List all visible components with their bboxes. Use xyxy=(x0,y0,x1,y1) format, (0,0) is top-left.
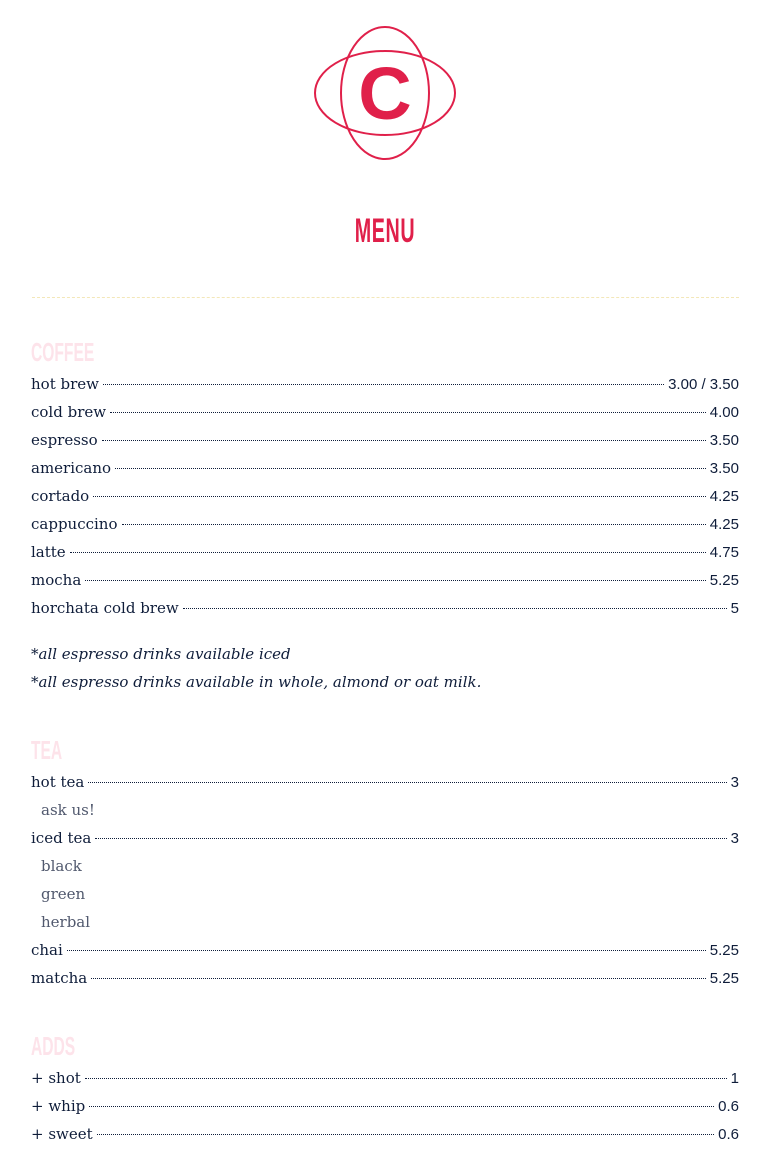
menu-item xyxy=(31,566,739,594)
dot-leader xyxy=(85,1078,727,1079)
dot-leader xyxy=(88,782,726,783)
item-price: 3 xyxy=(730,830,739,847)
dot-leader xyxy=(122,524,706,525)
dot-leader xyxy=(67,950,706,951)
menu-item xyxy=(31,510,739,538)
adds-item-list xyxy=(31,1064,739,1148)
item-name: mocha xyxy=(31,571,82,589)
item-name: iced tea xyxy=(31,829,92,847)
menu-item xyxy=(31,482,739,510)
item-option: green xyxy=(41,885,86,903)
item-price: 4.00 xyxy=(709,404,739,421)
menu-item xyxy=(31,824,739,852)
item-name: matcha xyxy=(31,969,88,987)
divider xyxy=(32,297,739,298)
note: *all espresso drinks available in whole, almond or oat milk. xyxy=(31,673,482,691)
item-option: black xyxy=(41,857,82,875)
item-option: ask us! xyxy=(41,801,95,819)
dot-leader xyxy=(97,1134,714,1135)
item-price: 4.25 xyxy=(709,488,739,505)
section-title-adds: ADDS xyxy=(31,1031,76,1061)
item-name: + shot xyxy=(31,1069,81,1087)
dot-leader xyxy=(115,468,706,469)
menu-item xyxy=(31,594,739,622)
dot-leader xyxy=(103,384,664,385)
menu-item xyxy=(31,1064,739,1092)
item-price: 3.50 xyxy=(709,460,739,477)
dot-leader xyxy=(110,412,706,413)
section-coffee xyxy=(31,338,739,696)
dot-leader xyxy=(85,580,706,581)
menu-item xyxy=(31,1120,739,1148)
section-tea xyxy=(31,736,739,992)
item-price: 3.50 xyxy=(709,432,739,449)
menu-item xyxy=(31,426,739,454)
item-name: cappuccino xyxy=(31,515,118,533)
item-price: 1 xyxy=(730,1070,739,1087)
dot-leader xyxy=(91,978,706,979)
coffee-notes xyxy=(31,640,739,696)
item-name: + sweet xyxy=(31,1125,93,1143)
item-price: 4.25 xyxy=(709,516,739,533)
item-name: americano xyxy=(31,459,112,477)
item-name: cortado xyxy=(31,487,90,505)
menu-item xyxy=(31,1092,739,1120)
item-option: herbal xyxy=(41,913,91,931)
menu-item xyxy=(31,964,739,992)
dot-leader xyxy=(95,838,726,839)
menu-item xyxy=(31,936,739,964)
item-name: espresso xyxy=(31,431,98,449)
item-price: 3 xyxy=(730,774,739,791)
item-name: horchata cold brew xyxy=(31,599,179,617)
page-title: MENU xyxy=(354,212,416,250)
item-price: 5 xyxy=(730,600,739,617)
item-name: latte xyxy=(31,543,66,561)
note: *all espresso drinks available iced xyxy=(31,645,291,663)
item-name: chai xyxy=(31,941,63,959)
item-price: 0.6 xyxy=(718,1098,739,1115)
item-price: 0.6 xyxy=(718,1126,739,1143)
item-name: cold brew xyxy=(31,403,107,421)
item-name: + whip xyxy=(31,1097,86,1115)
item-price: 5.25 xyxy=(709,572,739,589)
menu-item xyxy=(31,370,739,398)
menu-item xyxy=(31,768,739,796)
dot-leader xyxy=(183,608,727,609)
menu-item xyxy=(31,538,739,566)
menu-item xyxy=(31,398,739,426)
dot-leader xyxy=(89,1106,714,1107)
dot-leader xyxy=(93,496,706,497)
section-adds xyxy=(31,1032,739,1148)
item-name: hot brew xyxy=(31,375,99,393)
item-price: 5.25 xyxy=(709,970,739,987)
section-title-coffee: COFFEE xyxy=(31,337,95,367)
coffee-item-list xyxy=(31,370,739,622)
item-price: 4.75 xyxy=(709,544,739,561)
logo-letter: C xyxy=(358,52,412,135)
item-price: 3.00 / 3.50 xyxy=(668,376,739,393)
flower-logo-icon xyxy=(313,25,457,161)
dot-leader xyxy=(70,552,706,553)
menu-item xyxy=(31,454,739,482)
item-price: 5.25 xyxy=(709,942,739,959)
dot-leader xyxy=(102,440,706,441)
item-name: hot tea xyxy=(31,773,85,791)
section-title-tea: TEA xyxy=(31,735,63,765)
